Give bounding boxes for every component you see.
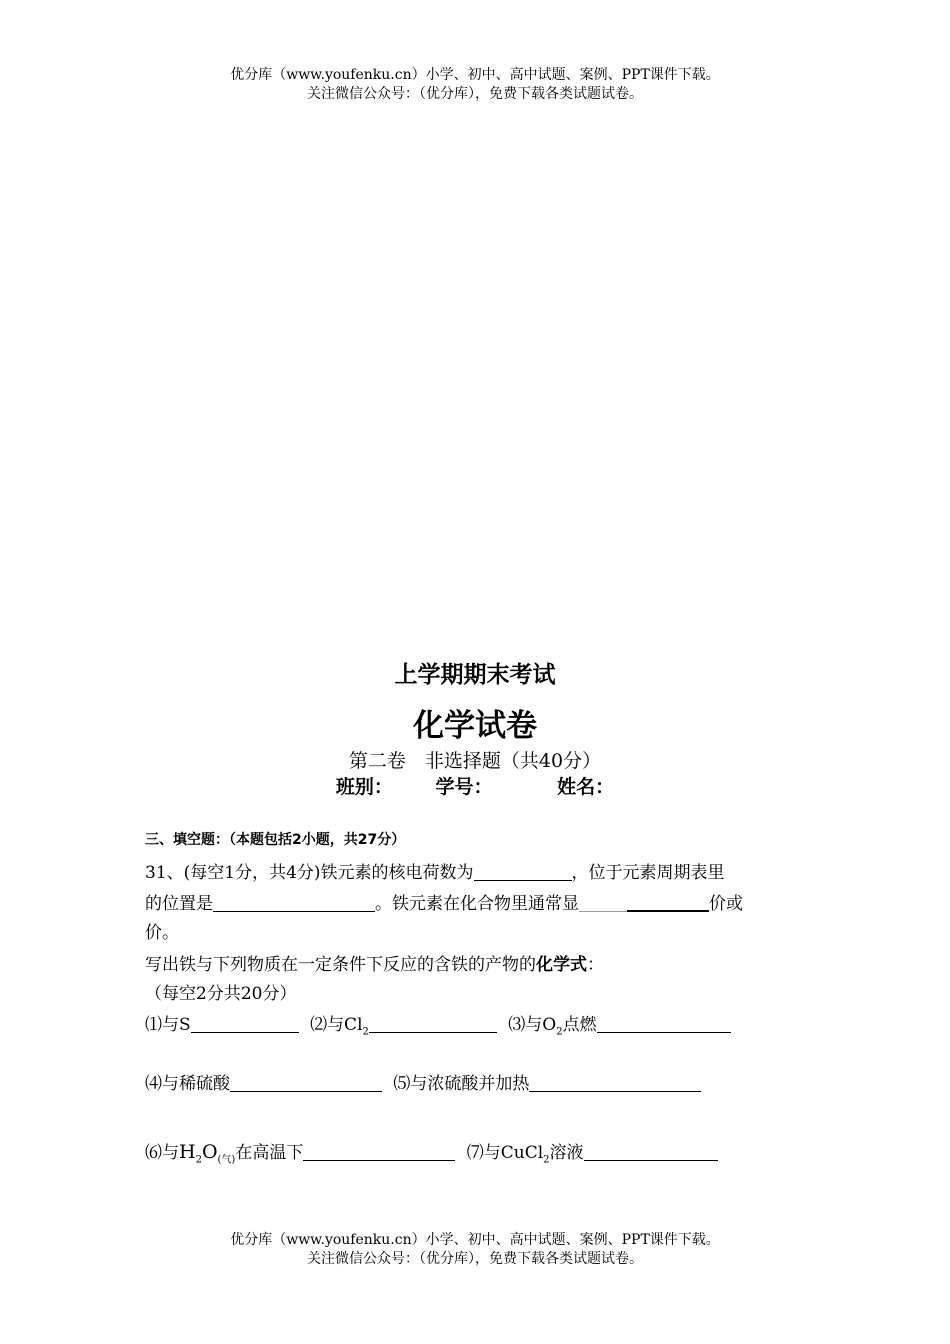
id-label: 学号： [435,776,493,798]
item-5-blank[interactable] [529,1074,701,1092]
q31-text-2c: 价或 [709,894,743,914]
part-title: 第二卷 非选择题（共40分） [348,750,602,772]
item-6-text [145,1141,304,1166]
class-label: 班别： [335,776,393,798]
footer-line-1: 优分库（www.youfenku.cn）小学、初中、高中试题、案例、PPT课件下载。 [230,1232,720,1248]
header-line-1: 优分库（www.youfenku.cn）小学、初中、高中试题、案例、PPT课件下载。 [230,67,720,83]
item-6-condition: 在高温下 [235,1143,304,1163]
student-info [0,772,950,799]
item-2-text [310,1015,369,1038]
answer-blank-1[interactable] [474,863,572,881]
item-2-subscript: 2 [362,1026,369,1038]
item-3-text [508,1015,597,1038]
items-row-3 [145,1138,718,1165]
item-3-subscript: 2 [556,1026,563,1038]
item-7-condition: 溶液 [549,1143,584,1163]
answer-blank-4[interactable] [627,893,709,912]
page-footer [0,1231,950,1269]
items-row-2 [145,1069,701,1094]
header-line-2: 关注微信公众号：（优分库），免费下载各类试题试卷。 [307,86,643,102]
answer-blank-2[interactable] [213,894,375,912]
q31-text-2b: 。铁元素在化合物里通常显 [375,894,579,914]
item-7-text [466,1143,584,1166]
q31-line-4 [145,950,604,975]
item-6-blank[interactable] [303,1143,455,1161]
item-4-text: ⑷与稀硫酸 [145,1074,230,1094]
items-row-1 [145,1010,731,1037]
page-header [0,66,950,104]
item-1-text: ⑴与S [145,1015,191,1035]
item-6-label: ⑹与 [145,1143,179,1163]
section-heading: 三、填空题：（本题包括2小题，共27分） [145,832,406,848]
item-2-label: ⑵与Cl [310,1015,363,1035]
item-4-blank[interactable] [230,1074,382,1092]
q31-text-4a: 写出铁与下列物质在一定条件下反应的含铁的产物的 [145,955,536,975]
item-6-formula-o: O [201,1141,218,1163]
item-6-subscript: 2 [195,1154,202,1166]
answer-blank-3[interactable] [579,894,627,912]
item-3-condition: 点燃 [562,1015,597,1035]
item-3-label: ⑶与O [508,1015,557,1035]
q31-line-3: 价。 [145,923,179,943]
name-label: 姓名： [557,776,615,798]
item-7-blank[interactable] [584,1143,718,1161]
q31-text-2a: 的位置是 [145,894,213,914]
item-1-blank[interactable] [191,1015,299,1033]
q31-text-1b: ，位于元素周期表里 [571,863,725,883]
item-6-state: (气) [217,1154,236,1166]
item-3-blank[interactable] [597,1015,731,1033]
item-7-label: ⑺与CuCl [466,1143,544,1163]
q31-text-4c: ： [587,955,604,975]
q31-text-1a: 31、(每空1分，共4分)铁元素的核电荷数为 [145,863,474,883]
item-5-text: ⑸与浓硫酸并加热 [393,1074,530,1094]
subject-title: 化学试卷 [413,708,537,744]
item-6-formula-h: H [179,1141,196,1163]
q31-keyword: 化学式 [536,955,587,975]
q31-line-5: （每空2分共20分） [145,984,297,1004]
exam-title: 上学期期末考试 [394,662,556,688]
q31-line-2 [145,889,743,914]
q31-line-1 [145,858,725,883]
item-2-blank[interactable] [369,1015,497,1033]
footer-line-2: 关注微信公众号：（优分库），免费下载各类试题试卷。 [307,1251,643,1267]
item-7-subscript: 2 [543,1154,550,1166]
